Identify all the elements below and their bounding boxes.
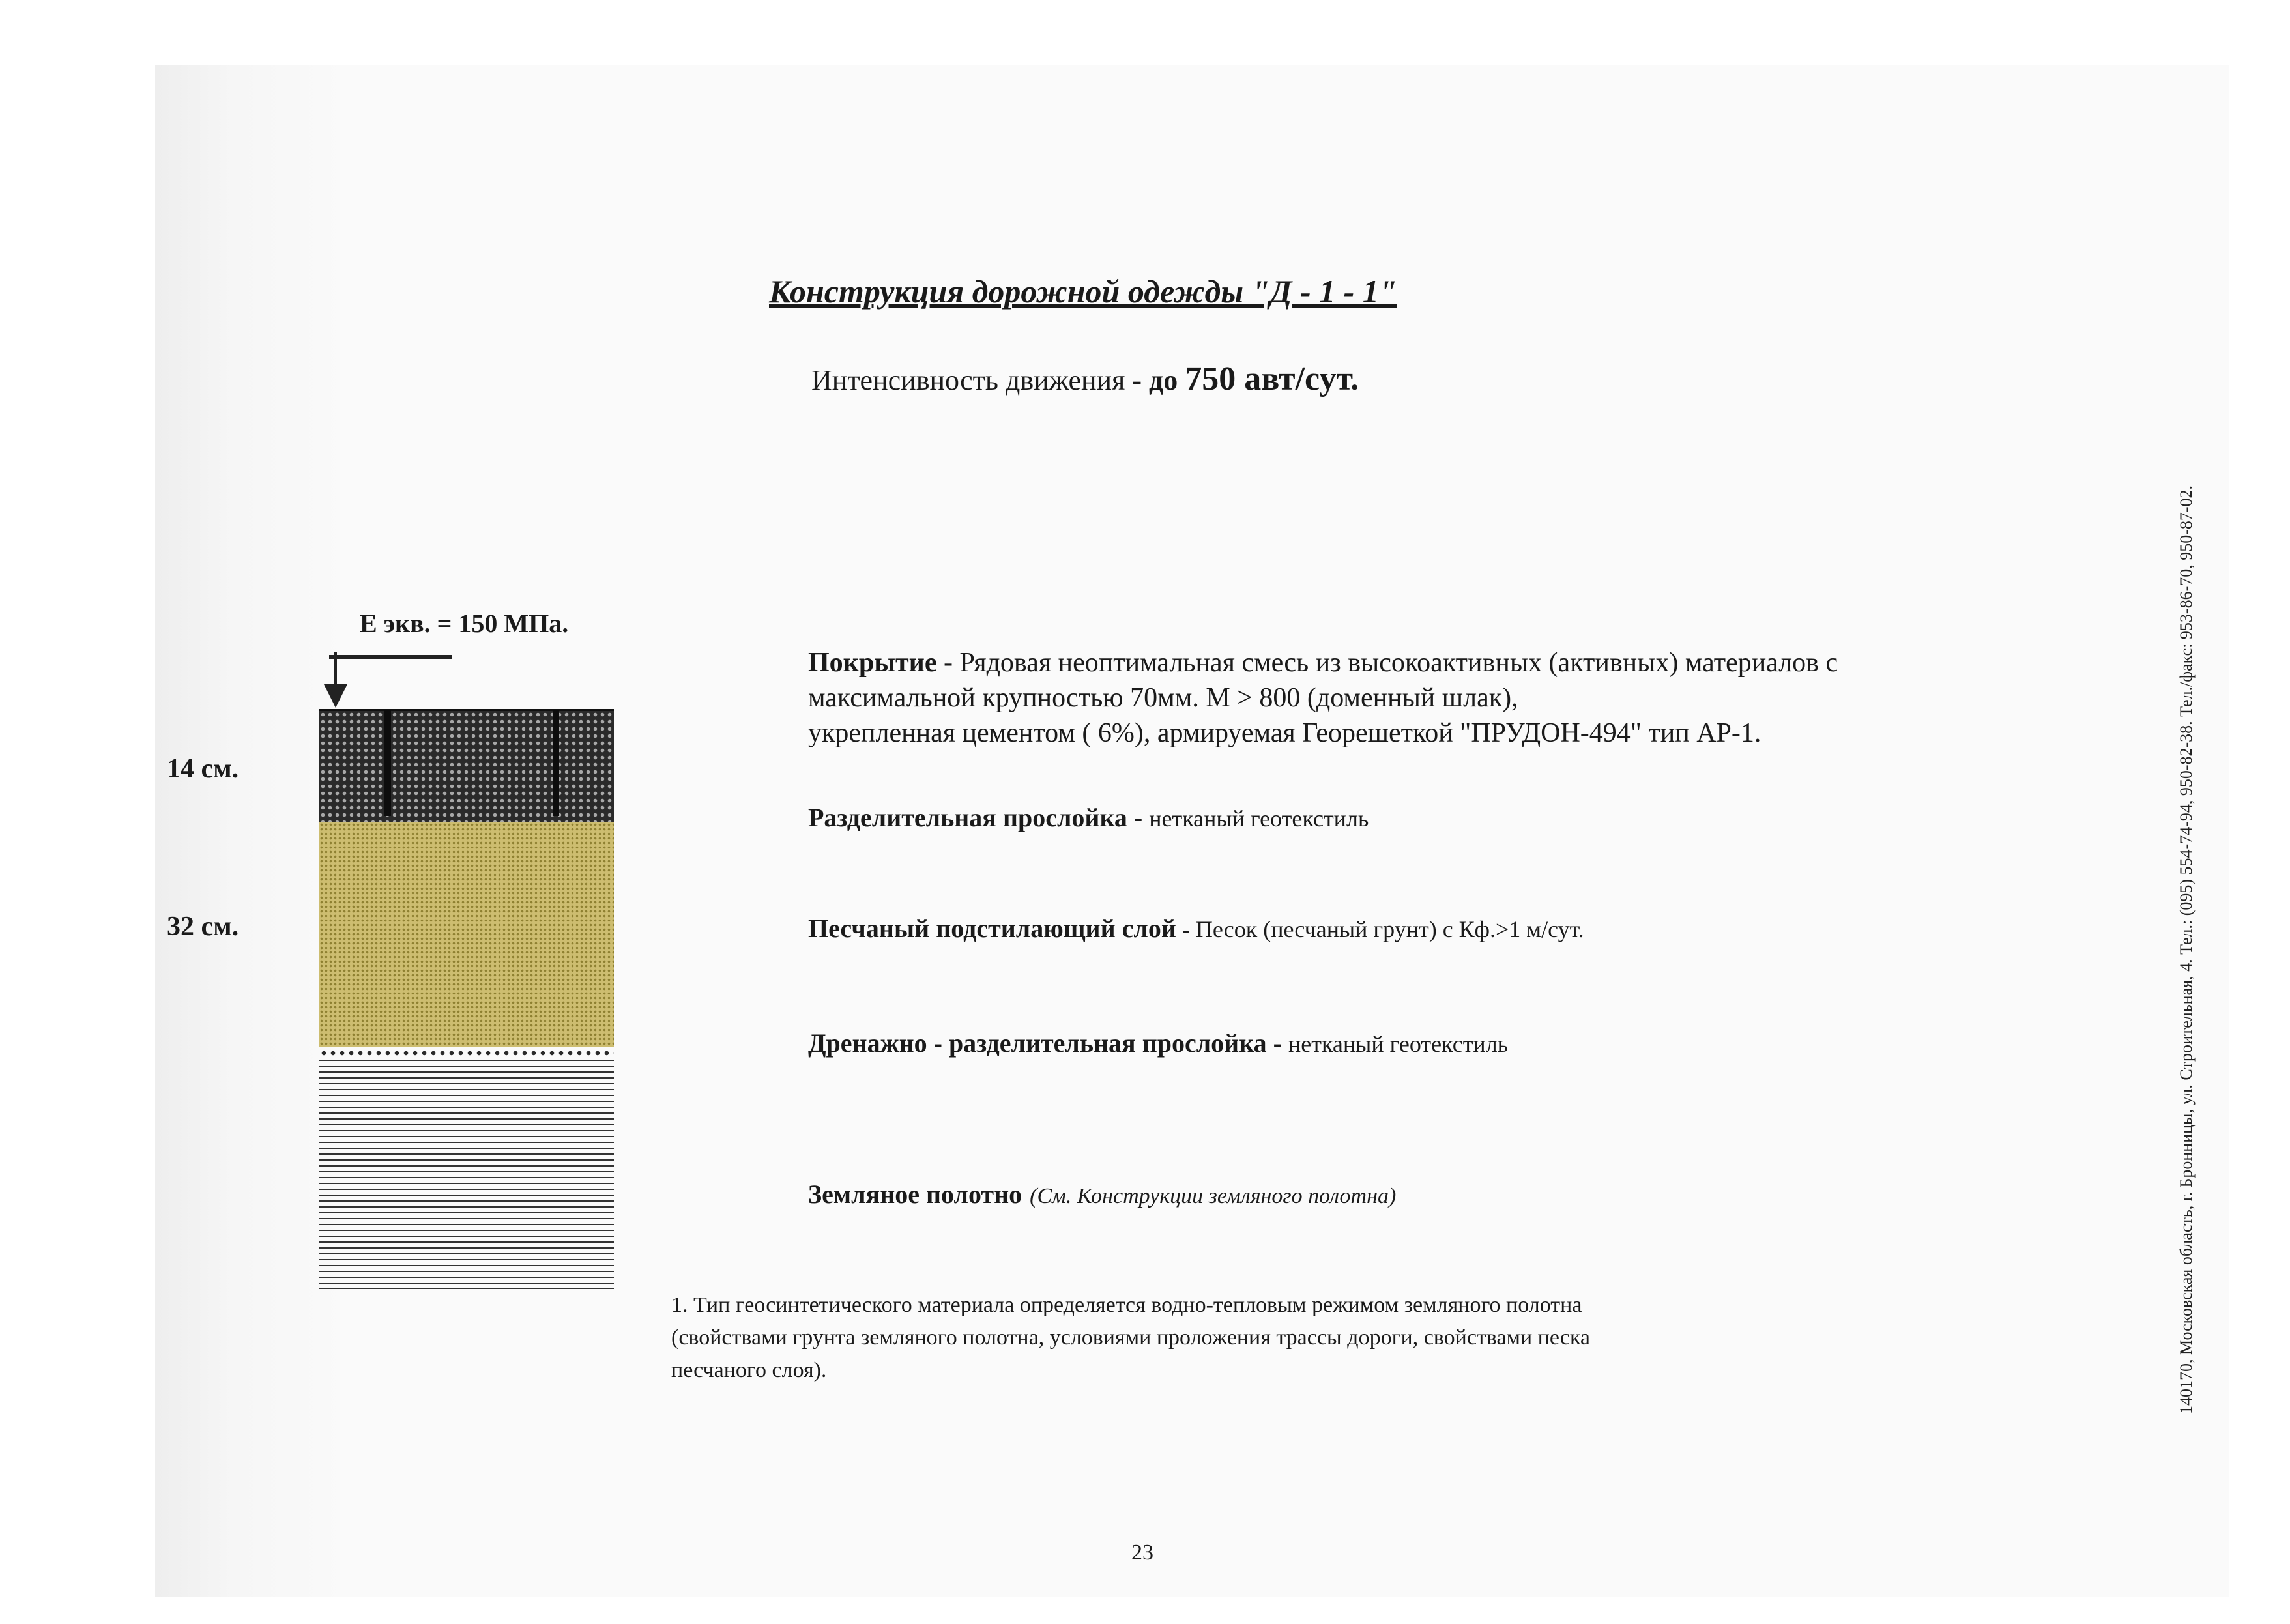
- footnote: [671, 1289, 1922, 1387]
- layer-earth-name: Земляное полотно: [808, 1180, 1022, 1209]
- layer-subgrade-pattern: [319, 1060, 614, 1289]
- sand-thickness-label: 32 см.: [167, 912, 239, 942]
- page-number: 23: [1131, 1541, 1153, 1565]
- footnote-line3: песчаного слоя).: [671, 1358, 827, 1382]
- layer-cover-pattern: [319, 709, 614, 825]
- layer-cover-description: [808, 645, 1838, 751]
- layer-cover-line2: максимальной крупностью 70мм. М > 800 (доменный шлак),: [808, 683, 1518, 713]
- geogrid-bar: [553, 710, 559, 816]
- intensity-label: Интенсивность движения -: [811, 364, 1149, 396]
- layer-separator-name: Разделительная прослойка -: [808, 803, 1150, 832]
- layer-cover-line1: - Рядовая неоптимальная смесь из высокоактивных (активных) материалов с: [936, 648, 1838, 678]
- layer-earth-description: [808, 1177, 1396, 1214]
- load-arrow-icon: [324, 684, 347, 708]
- page-title: Конструкция дорожной одежды "Д - 1 - 1": [769, 273, 1397, 310]
- intensity-value: 750 авт/сут.: [1185, 360, 1359, 398]
- layer-separator-desc: нетканый геотекстиль: [1149, 805, 1369, 832]
- layer-sand-name: Песчаный подстилающий слой: [808, 914, 1176, 943]
- layer-cover-name: Покрытие: [808, 648, 937, 678]
- footnote-line2: (свойствами грунта земляного полотна, условиями проложения трассы дороги, свойствами песка: [671, 1326, 1590, 1350]
- geogrid-bar: [384, 710, 391, 816]
- layer-drainage-description: [808, 1026, 1508, 1062]
- layer-sand-desc: - Песок (песчаный грунт) с Кф.>1 м/сут.: [1176, 916, 1584, 942]
- layer-earth-note: (См. Конструкции земляного полотна): [1030, 1184, 1397, 1208]
- intensity-prefix: до: [1149, 364, 1185, 396]
- layer-drainage-name: Дренажно - разделительная прослойка -: [808, 1028, 1288, 1058]
- layer-cover-line3: укрепленная цементом ( 6%), армируемая Георешеткой "ПРУДОН-494" тип АР-1.: [808, 718, 1761, 748]
- side-contact-info: 140170, Московская область, г. Бронницы, ул. Строительная, 4. Тел.: (095) 554-74-94, 950-82-38. Тел./факс: 953-86-70, 950-87-02.: [2177, 485, 2196, 1414]
- layer-separator-description: [808, 800, 1369, 836]
- traffic-intensity: [811, 360, 1359, 398]
- modulus-underline: [329, 655, 452, 659]
- equivalent-modulus: Е экв. = 150 МПа.: [360, 609, 569, 638]
- layer-sand-description: [808, 911, 1584, 947]
- layer-drainage-desc: нетканый геотекстиль: [1288, 1031, 1509, 1057]
- footnote-line1: 1. Тип геосинтетического материала определяется водно-тепловым режимом земляного полотна: [671, 1293, 1582, 1317]
- cover-thickness-label: 14 см.: [167, 754, 239, 784]
- layer-drainage-geotextile-pattern: [319, 1049, 614, 1057]
- layer-sand-pattern: [319, 822, 614, 1047]
